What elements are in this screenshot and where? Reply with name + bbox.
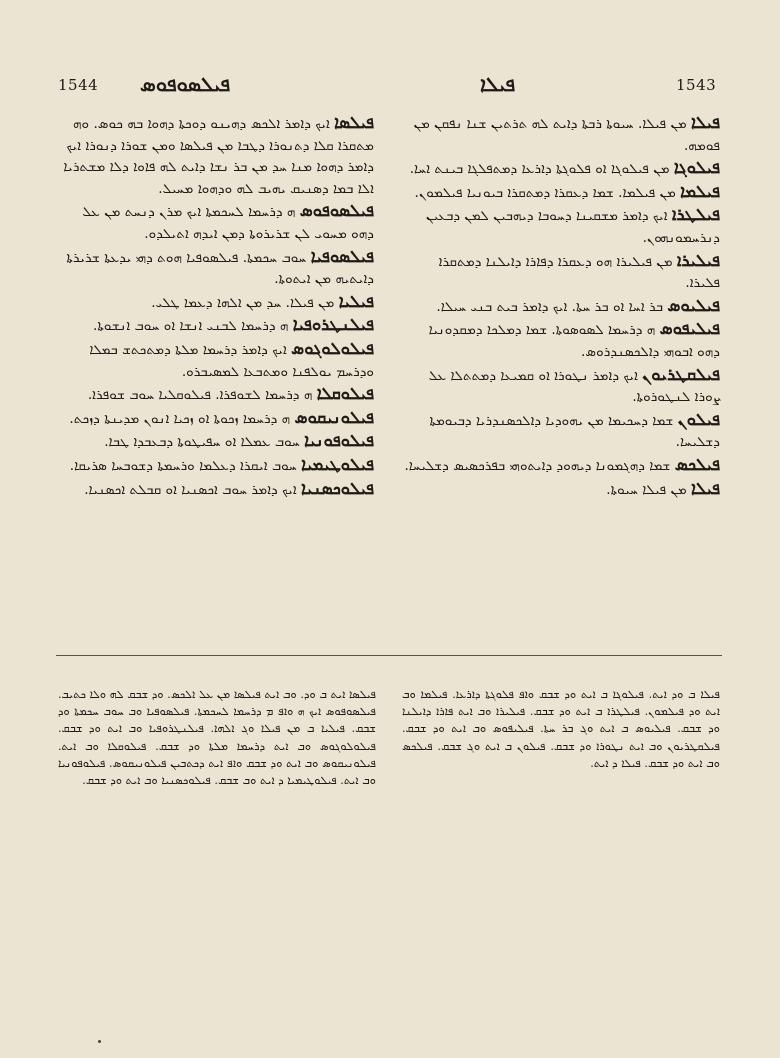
headword: ܦܝܠܘܠܘܓܘܣ bbox=[291, 338, 374, 358]
headword: ܦܝܠܐ bbox=[691, 478, 720, 498]
headword: ܦܝܠܘܛܝܡܝܐ bbox=[301, 454, 374, 474]
headword: ܦܝܠܘܢܝܩܘܣ bbox=[294, 407, 374, 427]
lexicon-entry bbox=[402, 478, 720, 502]
definition: ܡܢ ܦܝܠܝܪܐ ܗܘ ܕܥܩܪܐ ܕܦܐܪܐ ܕܐܝܠܢܐ ܕܡܬܩܪܐ ܦܠܝܪܐ. bbox=[438, 253, 720, 292]
headword: ܦܝܠܘܟܣܢܝܐ bbox=[301, 478, 374, 498]
lexicon-entry bbox=[58, 383, 374, 407]
headword: ܦܝܠܡܐ bbox=[680, 181, 720, 201]
right-page-number: 1543 bbox=[676, 76, 717, 94]
definition: ܗ ܕܪܚܡܐ ܠܫܘܦܪܐ. ܦܝܠܘܩܠܝܐ ܚܘܒ ܫܘܦܪܐ. bbox=[87, 387, 313, 404]
lexicon-entry bbox=[58, 291, 374, 315]
right-column bbox=[402, 112, 720, 501]
lexicon-entry bbox=[58, 407, 374, 431]
lexicon-entry bbox=[402, 157, 720, 181]
lexicon-entry bbox=[402, 295, 720, 319]
lexicon-entry bbox=[58, 314, 374, 338]
lexicon-entry bbox=[58, 430, 374, 454]
headword: ܦܝܠܣܘܦܘܣ bbox=[299, 201, 374, 221]
definition: ܚܘܒ ܐܝܩܪܐ ܕܥܠܡܐ ܘܪܚܡܬܐ ܕܫܘܒܚܐ ܣܪܝܩܐ. bbox=[69, 457, 297, 474]
headword: ܦܝܠܝܦܘܣ bbox=[659, 319, 720, 339]
definition: ܡܢ ܦܝܠܐ. ܚܝܘܬܐ ܪܒܬܐ ܕܐܝܬ ܠܗ ܬܪܬܝܢ ܫܢܐ ܢܦܩܢ ܡܢ ܦܘܡܗ. bbox=[413, 116, 720, 154]
lexicon-entry bbox=[58, 454, 374, 478]
definition: ܗ ܕܪܚܡܐ ܠܚܟܡܬܐ ܐܝܟ ܡܪܢ ܕܢܚܬ ܡܢ ܥܠ ܕܗܘ ܡܚܘܝ ܠܢ ܫܪܝܪܘܬܐ ܕܡܢ ܐܝܕܗ ܐܬܝܠܕܘ. bbox=[82, 204, 374, 242]
headword: ܦܝܠܣܘܦܝܐ bbox=[310, 246, 374, 266]
headword: ܦܝܠܛܪܐ bbox=[671, 205, 720, 225]
footnotes-right: ܦܝܠܐ ܒ ܘܕ ܐܝܬ. ܦܝܠܘܓܐ ܒ ܐܝܬ ܘܕ ܫܒܩ ܘܐܦ ܦܠܘܓܬܐ ܕܐܪܥܐ. ܦܝܠܡܐ ܘܒ ܐܝܬ ܘܕ ܦܝܠܡܘܢ. ܦܝܠܛܪܐ ܒ ܐܝܬ ܘܕ ܫܒܩ. ܦܝܠܝܪܐ ܘܒ ܐܝܬ ܦܐܪܐ ܕܐܝܠܢܐ ܘܕ ܫܒܩ. ܦܝܠܝܘܣ ܒ ܐܝܬ ܘܓ ܒܪ ܚܬܐ. ܦܝܠܝܦܘܣ ܘܒ ܐܝܬ ܘܕ ܫܒܩ. ܦܝܠܩܛܪܝܘܢ ܘܒ ܐܝܬ ܢܛܘܪܐ ܘܕ ܫܒܩ. ܦܝܠܘܢ ܒ ܐܝܬ ܘܓ ܫܒܩ. ܦܝܠܟܣ ܘܒ ܐܝܬ ܘܕ ܫܒܩ. ܦܝܠܐ ܕ ܐܝܬ. bbox=[402, 688, 720, 770]
lexicon-entry bbox=[402, 112, 720, 157]
headword: ܦܝܠܩܛܪܝܘܢ bbox=[642, 364, 720, 384]
headword: ܦܝܠܝܘܣ bbox=[667, 295, 720, 315]
definition: ܐܝܟ ܕܐܡܪ ܕܪܚܡܐ ܡܠܬܐ ܕܡܬܟܬܫ ܒܡܠܐ ܘܕܪܚܡ ܝܘܠܦܢܐ ܘܡܬܒܥܐ ܠܡܣܝܒܪܘ. bbox=[89, 341, 374, 380]
definition: ܫܡܐ ܕܚܟܝܡܐ ܡܢ ܝܗܘܕܝܐ ܕܐܠܟܣܢܕܪܝܐ ܕܒܝܘܡܬܐ ܕܫܠܝܚܐ. bbox=[429, 412, 720, 451]
headword: ܦܝܠܘܓܐ bbox=[673, 158, 720, 178]
definition: ܗ ܕܪܚܡܐ ܙܟܘܬܐ ܐܘ ܙܟܝܐ ܐܢܘܢ ܡܕܝܢܬܐ ܕܙܟܬ. bbox=[69, 410, 291, 427]
lexicon-entry bbox=[402, 204, 720, 249]
definition: ܐܝܟ ܕܐܡܪ ܢܛܘܪܐ ܐܘ ܩܡܝܥܐ ܕܡܬܬܠܐ ܥܠ ܨܘܪܐ ܠܢܛܘܪܘܬܐ. bbox=[428, 367, 720, 406]
footnote-divider bbox=[56, 655, 722, 656]
footnotes-left: ܦܝܠܣܐ ܐܝܬ ܒ ܘܕ. ܘܒ ܐܝܬ ܦܝܠܣܐ ܡܢ ܥܠ ܐܠܟܣ. ܘܕ ܫܒܩ ܠܗ ܘܠܐ ܟܬܝܒ. ܦܝܠܣܘܦܘܣ ܐܝܟ ܗ ܘܐܦ ܡ ܕܪܚܡܐ ܠܚܟܡܬܐ. ܦܝܠܣܘܦܝܐ ܘܒ ܚܘܒ ܚܟܡܬܐ ܘܕ ܫܒܩ. ܦܝܠܝܐ ܒ ܡܢ ܦܝܠܐ ܘܓ ܐܠܗܐ. ܦܝܠܢܛܪܘܦܝܐ ܘܒ ܐܝܬ ܘܕ ܫܒܩ. ܦܝܠܘܠܘܓܘܣ ܘܒ ܐܝܬ ܕܪܚܡܐ ܡܠܬܐ ܘܕ ܫܒܩ. ܦܝܠܘܩܠܐ ܘܒ ܐܝܬ. ܦܝܠܘܢܝܩܘܣ ܘܒ ܐܝܬ ܘܕ ܫܒܩ ܘܐܦ ܐܝܬ ܕܟܬܒܝܢ ܦܝܠܘܢܝܩܘܣ. ܦܝܠܘܦܘܢܝܐ ܘܒ ܐܝܬ. ܦܝܠܘܛܝܡܝܐ ܕ ܐܝܬ ܘܒ ܫܒܩ. ܦܝܠܘܟܣܢܝܐ ܘܒ ܐܝܬ ܘܕ ܫܒܩ. bbox=[58, 688, 376, 788]
headword: ܦܝܠܘܦܘܢܝܐ bbox=[304, 431, 374, 451]
headword: ܦܝܠܝܪܐ bbox=[676, 250, 720, 270]
lexicon-entry bbox=[58, 478, 374, 502]
lexicon-entry bbox=[402, 409, 720, 454]
definition: ܡܢ ܦܝܠܘܓܐ ܐܘ ܦܠܘܓܬܐ ܕܐܪܥܐ ܕܡܬܦܠܓܐ ܒܝܢܬ ܐܚܐ. bbox=[409, 161, 670, 178]
definition: ܐܝܟ ܕܐܡܪ ܐܠܟܣ ܕܗܝܢܘ ܕܘܟܬܐ ܕܗܘܐ ܒܗ ܟܘܣ. ܘܗ ܡܬܩܪܐ ܩܠܐ ܕܬܢܘܪܐ ܕܛܒܐ ܡܢ ܦܝܠܣܐ ܘܡܢ ܫܘܪܐ ܕܢܘܪܐ ܐܝܟ ܕܐܡܪ ܕܗܘܐ ܡܢܐ ܚܕ ܡܢ ܒܪ ܢܫܐ ܕܐܝܬ ܠܗ ܦܐܘܐ ܕܠܐ ܡܫܬܪܝܐ ܐܠܐ ܒܡܐ ܕܣܢܝܩ ܝܗܝܒ ܠܗ ܘܕܗܘܐ ܡܚܝܠ. bbox=[63, 116, 374, 197]
lexicon-entry bbox=[402, 318, 720, 363]
definition: ܡܢ ܦܝܠܐ ܚܝܘܬܐ. bbox=[606, 481, 687, 498]
headword: ܦܝܠܢܛܪܘܦܝܐ bbox=[292, 315, 374, 335]
lexicon-entry bbox=[58, 338, 374, 383]
definition: ܚܘܒ ܚܟܡܬܐ. ܦܝܠܣܘܦܝܐ ܗܘܬ ܕܗܝ ܝܕܥܬܐ ܫܪܝܪܬܐ ܕܐܝܬܝܗ ܡܢ ܐܝܬܘܬܐ. bbox=[66, 249, 374, 288]
definition: ܡܢ ܦܝܠܐ. ܚܕ ܡܢ ܐܠܗܐ ܕܥܡܐ ܛܠܝ. bbox=[151, 294, 335, 311]
definition: ܗ ܕܪܚܡܐ ܠܣܘܣܘܬܐ. ܫܡܐ ܕܡܠܟܐ ܕܡܩܕܘܢܝܐ ܕܗܘ ܐܒܘܗܝ ܕܐܠܟܣܢܕܪܘܣ. bbox=[428, 322, 720, 360]
definition: ܫܡܐ ܕܗܓܡܘܢܐ ܕܝܗܘܕ ܕܐܝܬܘܗܝ ܒܦܪܟܣܝܣ ܕܫܠܝܚܐ. bbox=[404, 457, 671, 474]
headword: ܦܝܠܘܢ bbox=[677, 409, 720, 429]
definition: ܡܢ ܦܝܠܡܐ. ܫܡܐ ܕܥܩܪܐ ܕܡܬܩܪܐ ܒܝܘܢܝܐ ܦܝܠܡܘܢ. bbox=[414, 184, 676, 201]
definition: ܗ ܕܪܚܡܐ ܠܒܢܝ ܐܢܫܐ ܐܘ ܚܘܒ ܐܢܫܘܬܐ. bbox=[93, 318, 289, 335]
headword: ܦܝܠܐ bbox=[691, 113, 720, 132]
headword: ܦܝܠܟܣ bbox=[674, 454, 720, 474]
left-running-head: ܦܝܠܣܘܦܘܣ bbox=[140, 72, 231, 96]
lexicon-entry bbox=[402, 454, 720, 478]
lexicon-entry bbox=[58, 112, 374, 200]
headword: ܦܝܠܣܐ bbox=[334, 113, 374, 132]
headword: ܦܝܠܘܩܠܐ bbox=[316, 384, 374, 404]
definition: ܐܝܟ ܕܐܡܪ ܚܘܒ ܐܟܣܢܝܐ ܐܘ ܩܒܠܬ ܐܟܣܢܝܐ. bbox=[84, 481, 297, 498]
left-column bbox=[58, 112, 374, 501]
lexicon-entry bbox=[402, 364, 720, 409]
lexicon-entry bbox=[402, 250, 720, 295]
paper-speck bbox=[98, 1040, 101, 1043]
definition: ܚܘܒ ܥܡܠܐ ܐܘ ܚܦܝܛܘܬܐ ܕܒܥܒܕܐ ܛܒܐ. bbox=[104, 434, 300, 451]
definition: ܐܝܟ ܕܐܡܪ ܡܫܩܝܢܐ ܕܚܘܒܐ ܕܝܗܒܝܢ ܠܡܢ ܕܒܥܝܢ ܕܢܪܚܡܘܢܗܘܢ. bbox=[425, 208, 720, 246]
headword: ܦܝܠܝܐ bbox=[338, 291, 374, 311]
lexicon-entry bbox=[402, 181, 720, 205]
lexicon-entry bbox=[58, 246, 374, 291]
lexicon-entry bbox=[58, 200, 374, 245]
definition: ܒܪ ܐܚܐ ܐܘ ܒܪ ܚܬܐ. ܐܝܟ ܕܐܡܪ ܒܝܬ ܒܢܝ ܚܝܠܐ. bbox=[436, 298, 664, 315]
left-page-number: 1544 bbox=[58, 76, 99, 94]
right-running-head: ܦܝܠܐ bbox=[480, 72, 516, 96]
